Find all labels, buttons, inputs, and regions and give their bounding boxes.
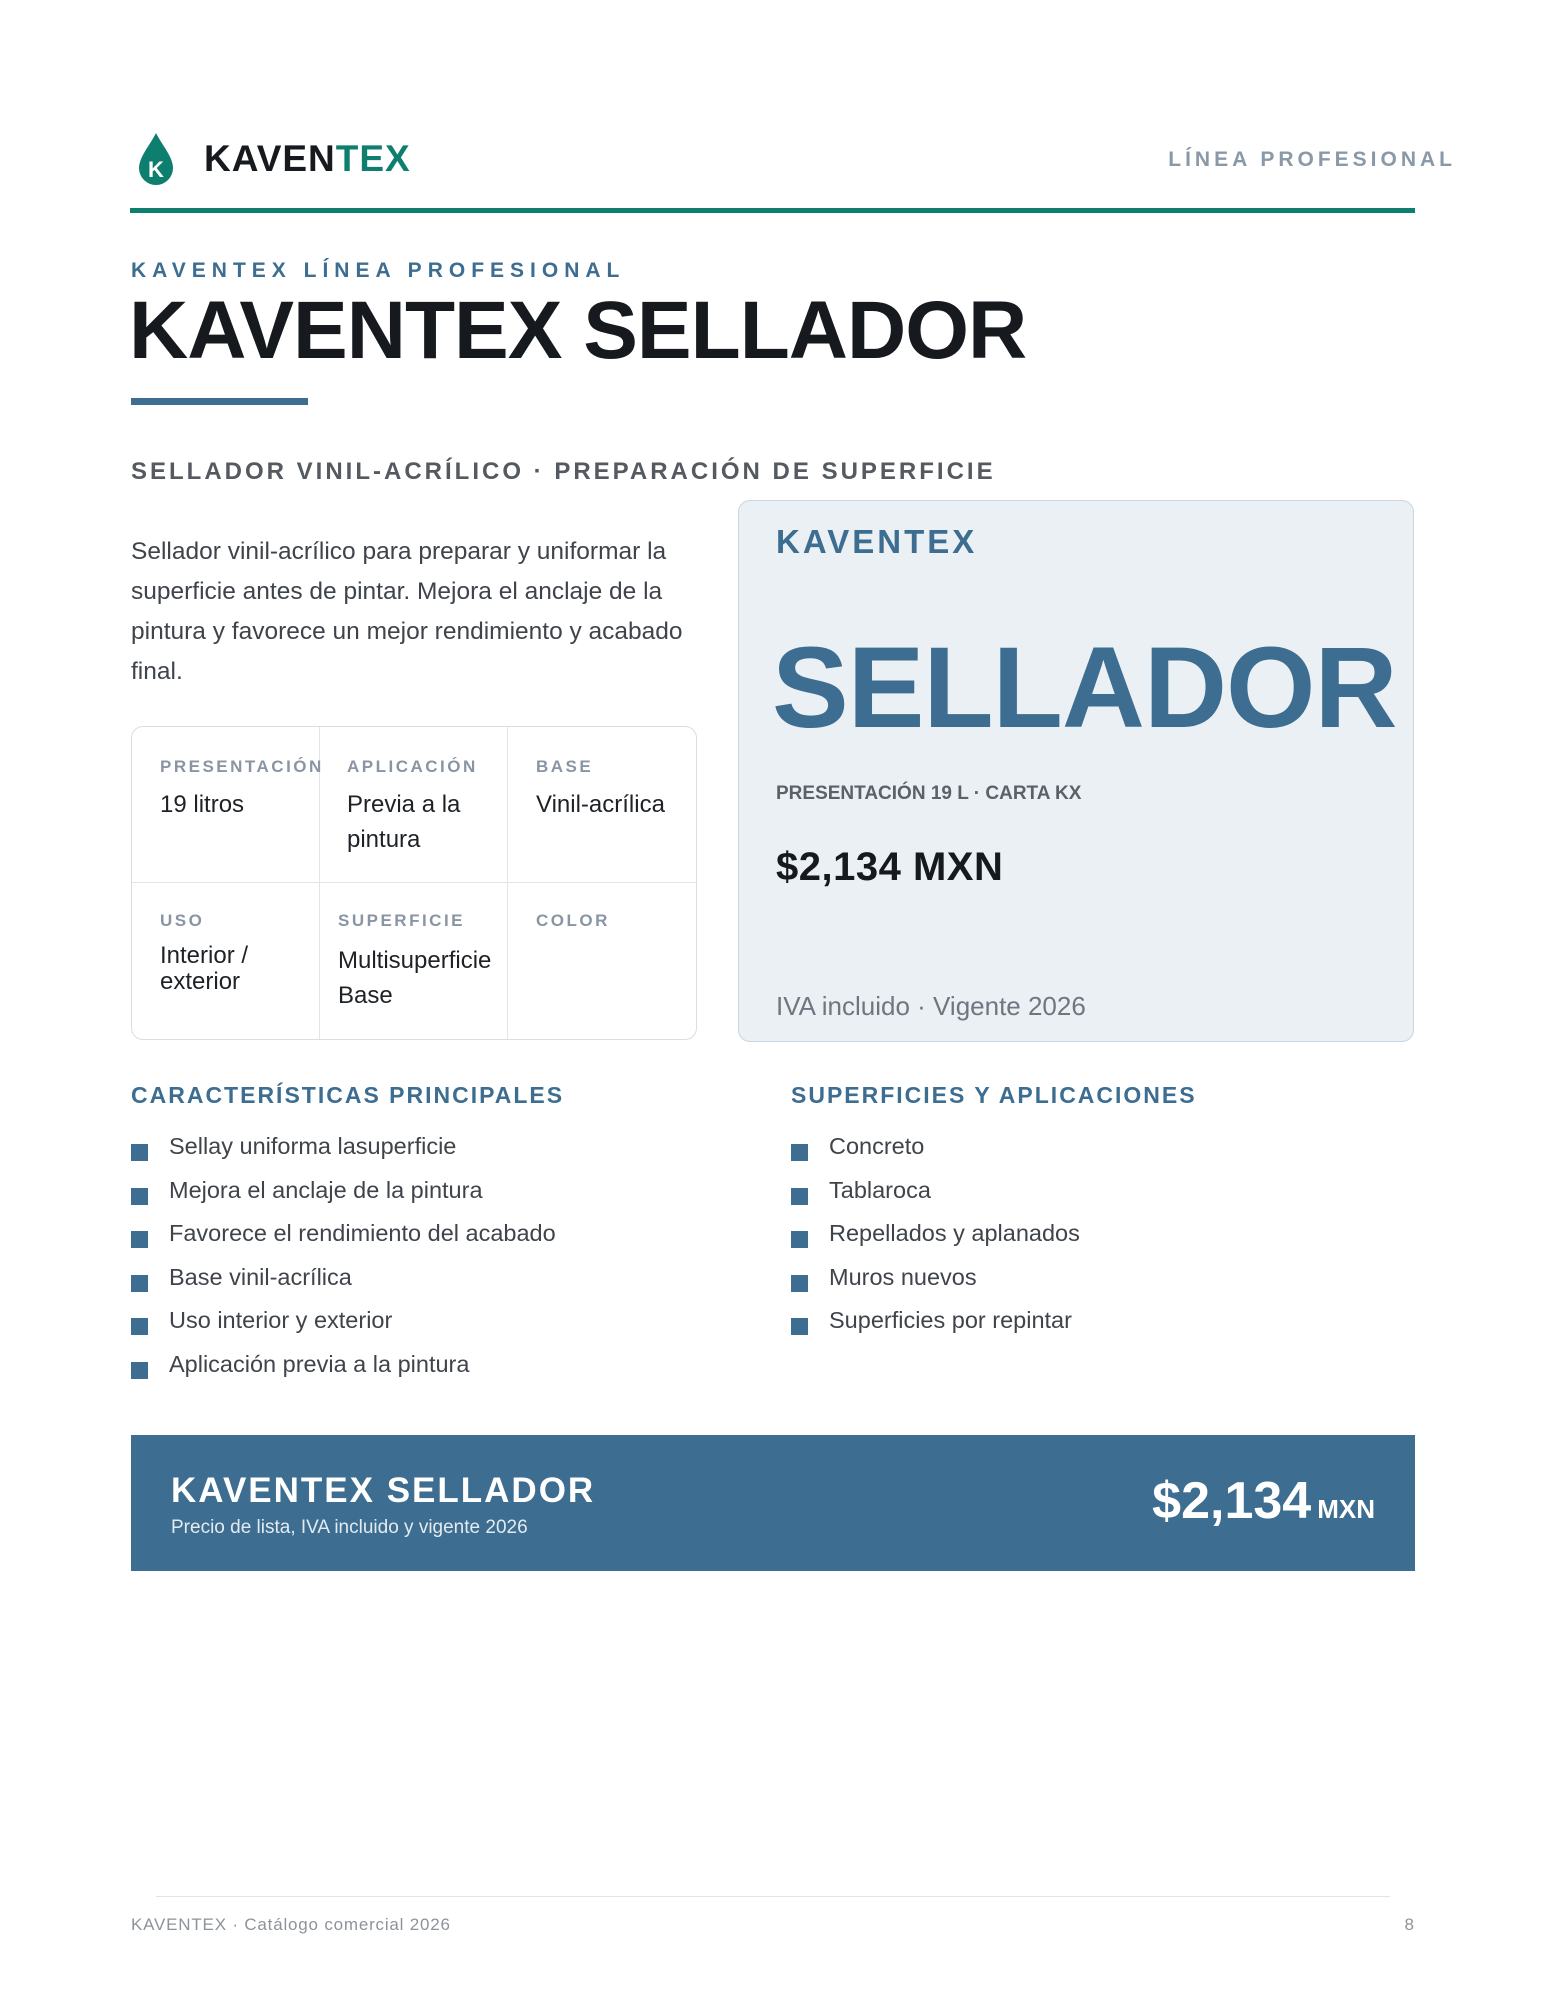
list-item: Sellay uniforma lasuperficie (131, 1130, 691, 1174)
list-item: Muros nuevos (791, 1261, 1351, 1305)
spec-label: BASE (536, 757, 594, 776)
bullet-square-icon (791, 1231, 808, 1248)
spec-cell-presentacion (132, 727, 324, 883)
spec-value: Interior / exterior (160, 942, 249, 995)
page-subtitle: SELLADOR VINIL-ACRÍLICO · PREPARACIÓN DE SUPERFICIE (131, 458, 996, 485)
product-description: Sellador vinil-acrílico para preparar y uniformar la superficie antes de pintar. Mejora el anclaje de la pintura y favorece un mejor rendimiento y acabado final. (131, 538, 683, 685)
bullet-square-icon (131, 1275, 148, 1292)
hero-brand: KAVENTEX (776, 523, 978, 560)
list-item: Superficies por repintar (791, 1304, 1351, 1348)
spec-label: USO (160, 911, 205, 930)
bullet-square-icon (131, 1144, 148, 1161)
brand-prefix: KAVEN (204, 138, 336, 179)
list-item: Repellados y aplanados (791, 1217, 1351, 1261)
features-list (131, 1130, 691, 1391)
spec-value: Vinil-acrílica (536, 791, 665, 818)
spec-cell-superficie (320, 883, 508, 1039)
banner-price-amount: $2,134 (1152, 1472, 1312, 1530)
header-divider (130, 208, 1415, 213)
bullet-square-icon (791, 1275, 808, 1292)
spec-label: PRESENTACIÓN (160, 757, 324, 776)
header-tag: LÍNEA PROFESIONAL (1168, 148, 1456, 171)
list-item: Aplicación previa a la pintura (131, 1348, 691, 1392)
list-item: Base vinil-acrílica (131, 1261, 691, 1305)
spec-value: 19 litros (160, 791, 245, 818)
bullet-square-icon (791, 1144, 808, 1161)
spec-cell-aplicacion (320, 727, 508, 883)
eyebrow: KAVENTEX LÍNEA PROFESIONAL (131, 259, 626, 282)
spec-cell-uso (132, 883, 320, 1039)
spec-table (131, 726, 697, 1040)
brand-accent: TEX (335, 138, 411, 179)
drop-logo-icon (137, 131, 175, 187)
list-item: Mejora el anclaje de la pintura (131, 1174, 691, 1218)
spec-label: APLICACIÓN (347, 757, 478, 776)
list-item: Tablaroca (791, 1174, 1351, 1218)
spec-cell-color (508, 883, 696, 1039)
footer-divider (156, 1896, 1390, 1897)
list-item: Favorece el rendimiento del acabado (131, 1217, 691, 1261)
price-banner (131, 1435, 1415, 1571)
banner-subtitle: Precio de lista, IVA incluido y vigente 2026 (171, 1517, 528, 1538)
logo-letter: K (148, 157, 164, 182)
brand-logo (204, 138, 411, 180)
banner-price-currency: MXN (1317, 1494, 1375, 1524)
bullet-square-icon (131, 1362, 148, 1379)
hero-product-name: SELLADOR (772, 624, 1397, 752)
page-number: 8 (1404, 1915, 1414, 1934)
list-item: Concreto (791, 1130, 1351, 1174)
footer-text: KAVENTEX · Catálogo comercial 2026 (131, 1915, 451, 1934)
page-title: KAVENTEX SELLADOR (129, 285, 1027, 376)
spec-label: COLOR (536, 911, 610, 930)
banner-price (1152, 1471, 1375, 1531)
hero-note: IVA incluido · Vigente 2026 (776, 991, 1086, 1021)
bullet-square-icon (131, 1188, 148, 1205)
bullet-square-icon (791, 1318, 808, 1335)
spec-cell-base (508, 727, 696, 883)
bullet-square-icon (131, 1231, 148, 1248)
banner-title: KAVENTEX SELLADOR (171, 1471, 596, 1510)
spec-label: SUPERFICIE (338, 911, 466, 930)
list-item: Uso interior y exterior (131, 1304, 691, 1348)
bullet-square-icon (131, 1318, 148, 1335)
spec-value: Multisuperficie Base (338, 947, 492, 1009)
product-hero-card (738, 500, 1414, 1042)
hero-presentation: PRESENTACIÓN 19 L · CARTA KX (776, 783, 1082, 804)
surfaces-heading: SUPERFICIES Y APLICACIONES (791, 1082, 1197, 1108)
features-heading: CARACTERÍSTICAS PRINCIPALES (131, 1082, 565, 1108)
title-underline (131, 398, 308, 405)
surfaces-list (791, 1130, 1351, 1348)
bullet-square-icon (791, 1188, 808, 1205)
hero-price: $2,134 MXN (776, 845, 1004, 889)
spec-value: Previa a la pintura (347, 791, 461, 853)
